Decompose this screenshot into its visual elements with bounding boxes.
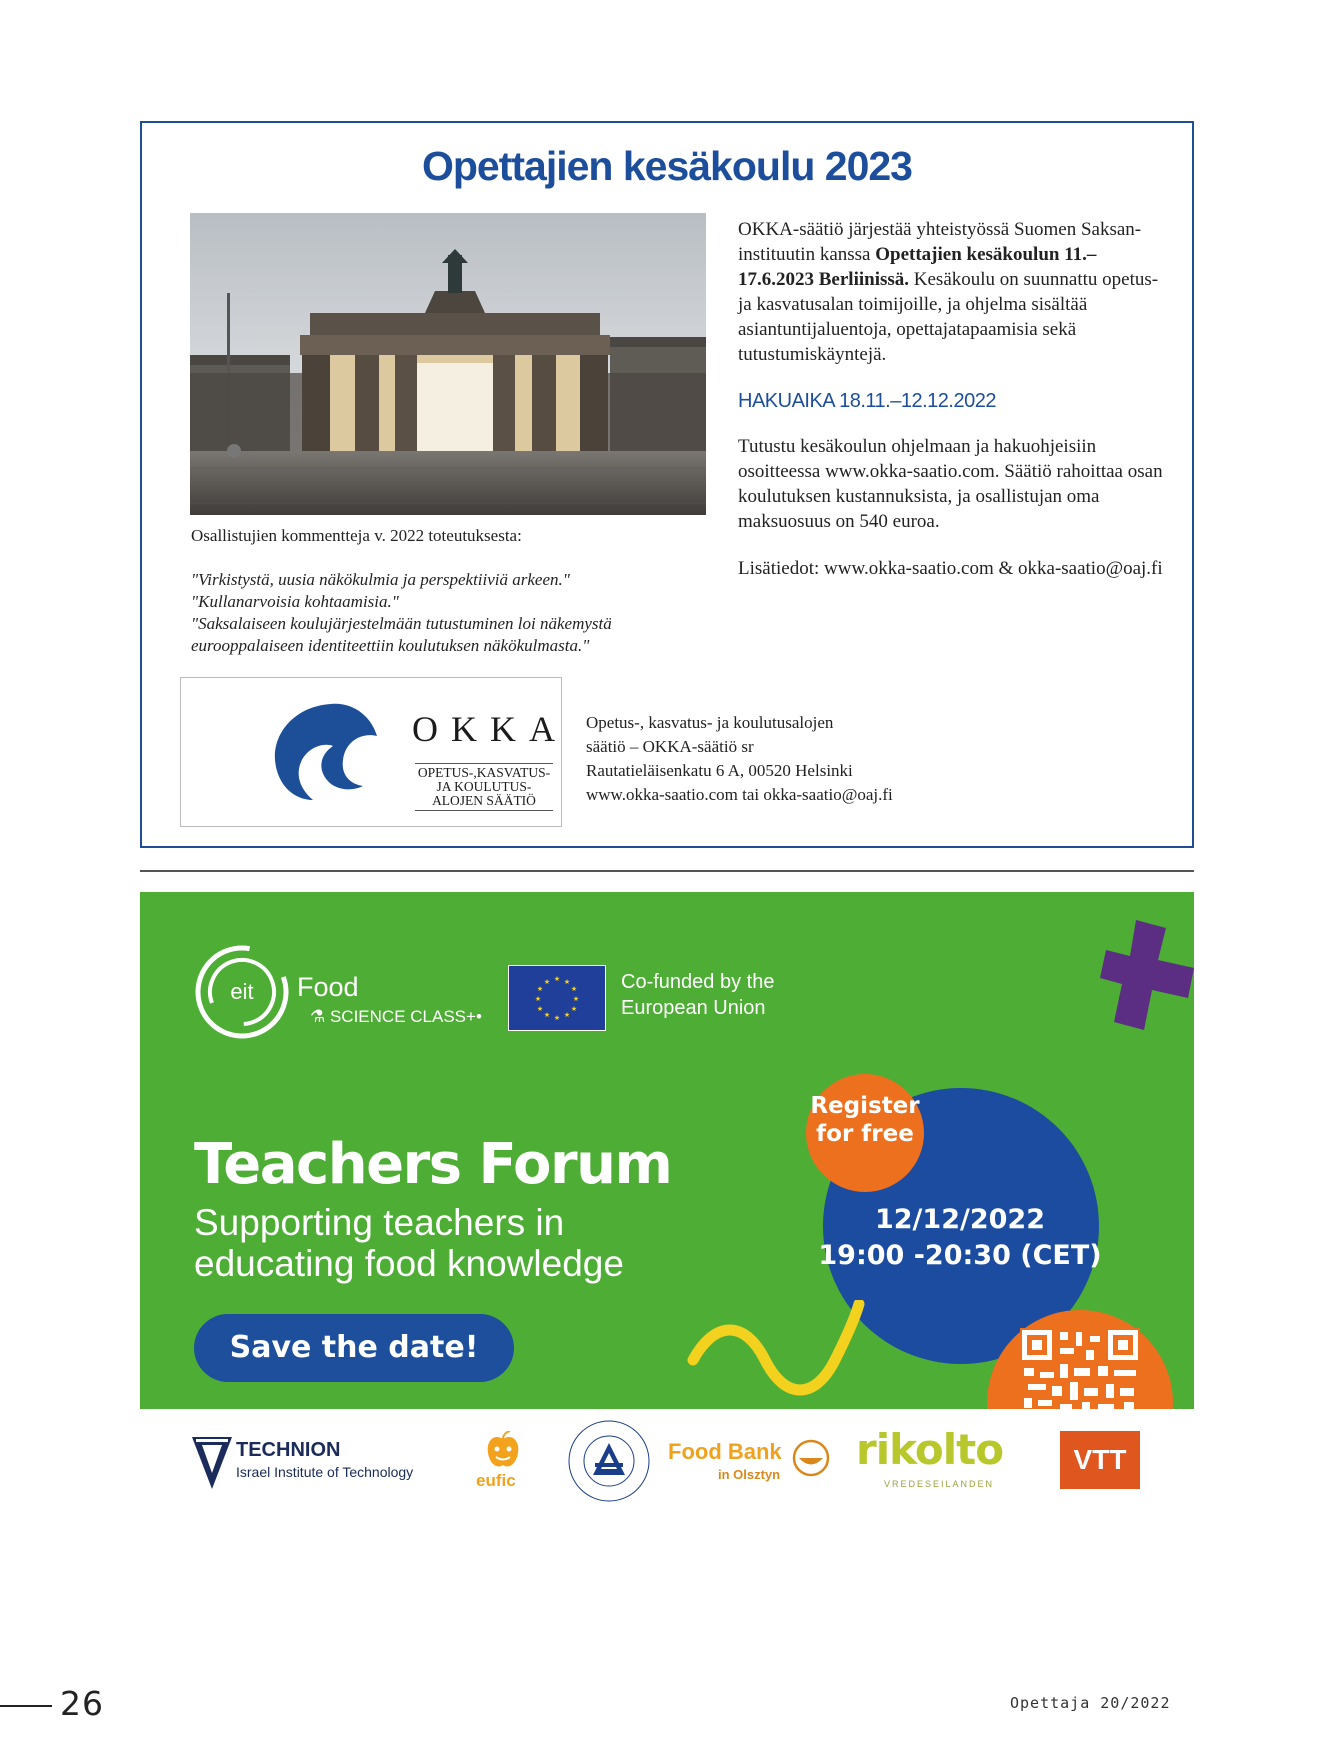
- technion-subtitle: Israel Institute of Technology: [236, 1464, 414, 1480]
- food-bank-bowl-icon: [792, 1439, 830, 1477]
- partner-logos-bar: [140, 1409, 1194, 1517]
- okka-description: [738, 217, 1168, 581]
- svg-text:★: ★: [553, 1014, 561, 1022]
- teachers-forum-subtitle: [194, 1202, 624, 1284]
- comment-quote: "Saksalaiseen koulujärjestelmään tutustuminen loi näkemystä eurooppalaiseen identiteettiin koulutuksen näkökulmasta.": [191, 614, 612, 655]
- science-class-text: SCIENCE CLASS: [329, 1007, 467, 1026]
- register-line: Register: [810, 1093, 920, 1119]
- cofund-line: Co-funded by the: [621, 971, 775, 993]
- eufic-name: eufic: [476, 1471, 516, 1490]
- svg-text:★: ★: [570, 1005, 578, 1013]
- save-the-date-button[interactable]: Save the date!: [194, 1314, 514, 1382]
- food-bank-name: Food Bank: [668, 1439, 782, 1464]
- address-line: Opetus-, kasvatus- ja koulutusalojen: [586, 713, 834, 732]
- comment-quote: "Virkistystä, uusia näkökulmia ja perspektiiviä arkeen.": [191, 570, 570, 589]
- register-line: for free: [816, 1121, 914, 1147]
- okka-logo-mark-icon: [271, 702, 381, 802]
- intro-text-cont: Kesäkoulu on suunnattu opetus- ja kasvatusalan toimijoille, ja ohjelma sisältää asiantuntijaluentoja, opettajatapaamisia sekä tutustumiskäyntejä.: [738, 269, 1159, 365]
- page-number: 26: [60, 1684, 104, 1723]
- brandenburg-gate-photo: [190, 213, 706, 515]
- ipz-seal-icon: [565, 1417, 653, 1505]
- teachers-forum-ad: [140, 892, 1194, 1517]
- eufic-apple-icon: [486, 1431, 520, 1469]
- address-line: www.okka-saatio.com tai okka-saatio@oaj.fi: [586, 785, 893, 804]
- food-bank-city: in Olsztyn: [718, 1467, 781, 1482]
- flask-icon: ⚗: [310, 1007, 330, 1026]
- subtitle-line: educating food knowledge: [194, 1243, 624, 1284]
- application-deadline: HAKUAIKA 18.11.–12.12.2022: [738, 390, 996, 412]
- section-divider: [140, 870, 1194, 872]
- okka-logo-word: OKKA: [412, 709, 568, 749]
- okka-summer-school-box: [140, 121, 1194, 848]
- okka-address: [586, 711, 986, 807]
- teachers-forum-title: Teachers Forum: [194, 1132, 672, 1197]
- svg-text:★: ★: [543, 1011, 551, 1019]
- intro-text: OKKA-säätiö järjestää yhteistyössä Suomen Saksan-instituutin kanssa: [738, 219, 1142, 265]
- cofund-line: European Union: [621, 997, 766, 1019]
- technion-name: TECHNION: [236, 1439, 341, 1461]
- contact-paragraph: Lisätiedot: www.okka-saatio.com & okka-saatio@oaj.fi: [738, 558, 1163, 579]
- yellow-squiggle-decoration-icon: [685, 1300, 865, 1410]
- eit-mark-text: eit: [230, 979, 254, 1004]
- address-line: säätiö – OKKA-säätiö sr: [586, 737, 754, 756]
- comments-heading: Osallistujien kommentteja v. 2022 toteutuksesta:: [191, 526, 522, 545]
- program-paragraph: Tutustu kesäkoulun ohjelmaan ja hakuohjeisiin osoitteessa www.okka-saatio.com. Säätiö rahoittaa osan koulutuksen kustannuksista, ja osallistujan oma maksuosuus on 540 euroa.: [738, 436, 1163, 532]
- subtitle-line: Supporting teachers in: [194, 1202, 565, 1243]
- eit-logo-icon: [192, 942, 292, 1042]
- svg-text:★: ★: [536, 985, 544, 993]
- svg-text:★: ★: [570, 985, 578, 993]
- footer-rule: [0, 1705, 52, 1707]
- eit-food-label: Food: [297, 972, 359, 1002]
- svg-text:★: ★: [553, 975, 561, 983]
- eu-cofunded-text: [621, 969, 774, 1021]
- technion-logo-icon: [192, 1437, 232, 1489]
- svg-text:★: ★: [563, 978, 571, 986]
- intro-bold: Opettajien kesäkoulun 11.–17.6.2023 Berliinissä.: [738, 244, 1097, 290]
- svg-text:★: ★: [536, 1005, 544, 1013]
- issue-label: Opettaja 20/2022: [1010, 1694, 1171, 1712]
- eit-science-class-label: [310, 1007, 482, 1027]
- eu-flag-icon: [508, 965, 606, 1031]
- purple-cross-decoration-icon: [1100, 920, 1194, 1040]
- rikolto-subtitle: VREDESEILANDEN: [884, 1479, 995, 1489]
- register-for-free-label[interactable]: [806, 1092, 924, 1148]
- okka-title: Opettajien kesäkoulu 2023: [421, 143, 912, 189]
- okka-logo-line: ALOJEN SÄÄTIÖ: [432, 793, 536, 808]
- okka-logo-line: JA KOULUTUS-: [436, 779, 532, 794]
- svg-text:★: ★: [563, 1011, 571, 1019]
- svg-text:★: ★: [543, 978, 551, 986]
- svg-text:★: ★: [572, 995, 580, 1003]
- okka-logo: [180, 677, 568, 827]
- event-datetime: [800, 1202, 1120, 1274]
- okka-logo-subtitle: [409, 761, 559, 813]
- event-date: 12/12/2022: [874, 1204, 1045, 1235]
- event-time: 19:00 -20:30 (CET): [818, 1240, 1102, 1271]
- svg-text:★: ★: [534, 995, 542, 1003]
- vtt-logo: VTT: [1060, 1431, 1140, 1489]
- intro-paragraph: [738, 217, 1168, 367]
- plus-dot-icon: +•: [466, 1007, 482, 1026]
- comment-quote: "Kullanarvoisia kohtaamisia.": [191, 592, 399, 611]
- okka-logo-line: OPETUS-,KASVATUS-: [417, 765, 551, 780]
- participant-comments: [191, 525, 691, 657]
- rikolto-name: rikolto: [856, 1425, 1004, 1474]
- address-line: Rautatieläisenkatu 6 A, 00520 Helsinki: [586, 761, 853, 780]
